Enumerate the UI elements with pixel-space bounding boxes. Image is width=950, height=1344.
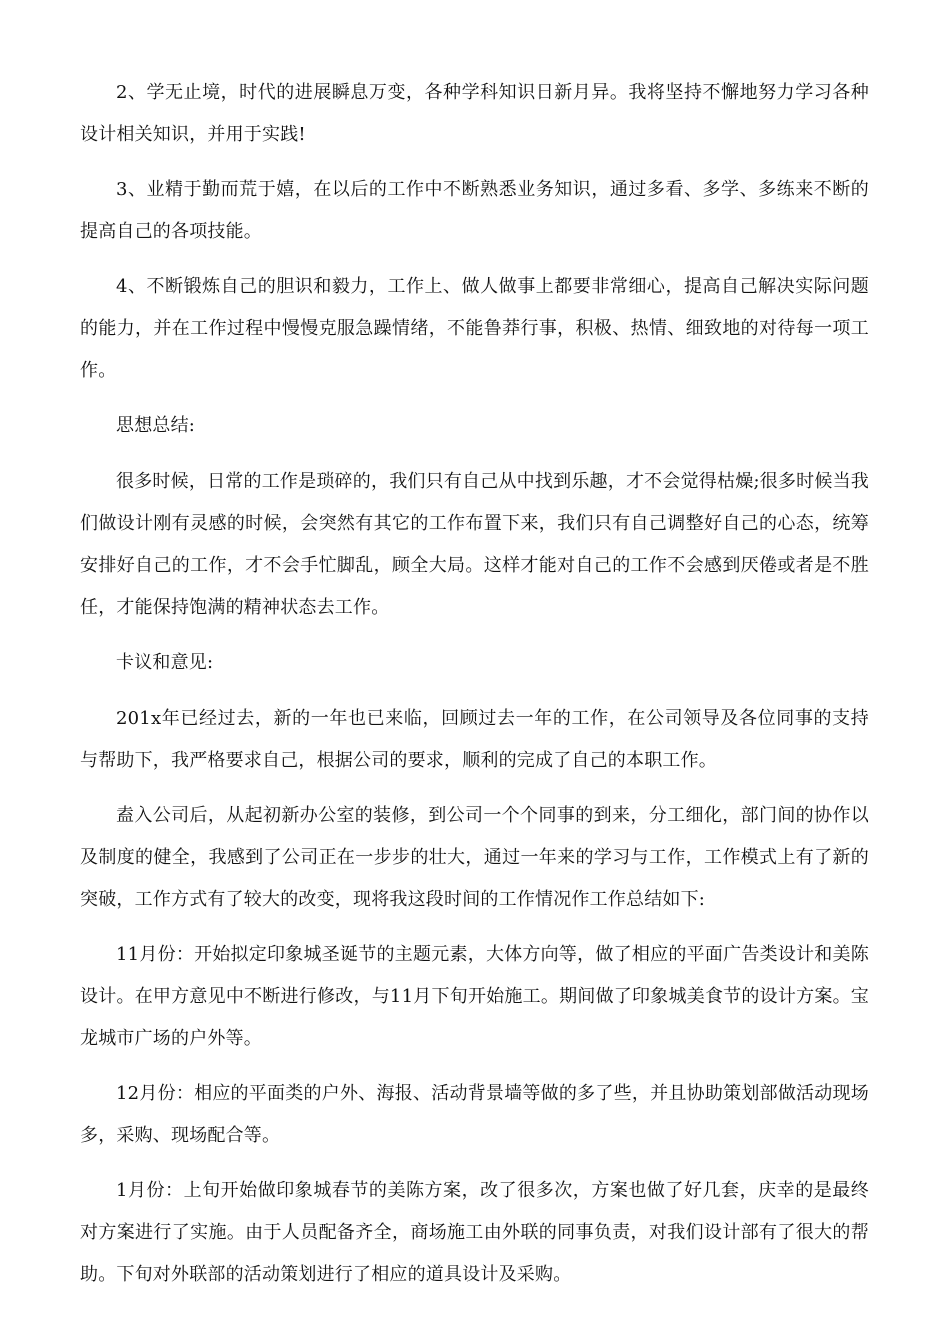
paragraph-december: 12月份：相应的平面类的户外、海报、活动背景墙等做的多了些，并且协助策划部做活动现场多，采购、现场配合等。 [80,1083,869,1146]
heading-suggestions: 卡议和意见: [116,652,214,673]
paragraph-november: 11月份：开始拟定印象城圣诞节的主题元素，大体方向等，做了相应的平面广告类设计和美陈设计。在甲方意见中不断进行修改，与11月下旬开始施工。期间做了印象城美食节的设计方案。宝龙城市广场的户外等。 [80,944,869,1049]
paragraph-year-review: 201x年已经过去，新的一年也已来临，回顾过去一年的工作，在公司领导及各位同事的支持与帮助下，我严格要求自己，根据公司的要求，顺利的完成了自己的本职工作。 [80,708,869,771]
paragraph-learning: 2、学无止境，时代的进展瞬息万变，各种学科知识日新月异。我将坚持不懈地努力学习各种设计相关知识，并用于实践! [80,82,869,145]
paragraph-january: 1月份：上旬开始做印象城春节的美陈方案，改了很多次，方案也做了好几套，庆幸的是最终对方案进行了实施。由于人员配备齐全，商场施工由外联的同事负责，对我们设计部有了很大的帮助。下旬对外联部的活动策划进行了相应的道具设计及采购。 [80,1180,869,1285]
document-body [80,72,869,1309]
paragraph-skills: 3、业精于勤而荒于嬉，在以后的工作中不断熟悉业务知识，通过多看、多学、多练来不断的提高自己的各项技能。 [80,179,869,242]
heading-thought-summary: 思想总结: [116,415,196,436]
paragraph-courage: 4、不断锻炼自己的胆识和毅力，工作上、做人做事上都要非常细心，提高自己解决实际问题的能力，并在工作过程中慢慢克服急躁情绪，不能鲁莽行事，积极、热情、细致地的对待每一项工作。 [80,276,869,381]
paragraph-company-growth: 盍入公司后，从起初新办公室的装修，到公司一个个同事的到来，分工细化，部门间的协作以及制度的健全，我感到了公司正在一步步的壮大，通过一年来的学习与工作，工作模式上有了新的突破，工作方式有了较大的改变，现将我这段时间的工作情况作工作总结如下: [80,805,869,910]
paragraph-thought-summary: 很多时候，日常的工作是琐碎的，我们只有自己从中找到乐趣，才不会觉得枯燥;很多时候当我们做设计刚有灵感的时候，会突然有其它的工作布置下来，我们只有自己调整好自己的心态，统筹安排好自己的工作，才不会手忙脚乱，顾全大局。这样才能对自己的工作不会感到厌倦或者是不胜任，才能保持饱满的精神状态去工作。 [80,471,869,618]
